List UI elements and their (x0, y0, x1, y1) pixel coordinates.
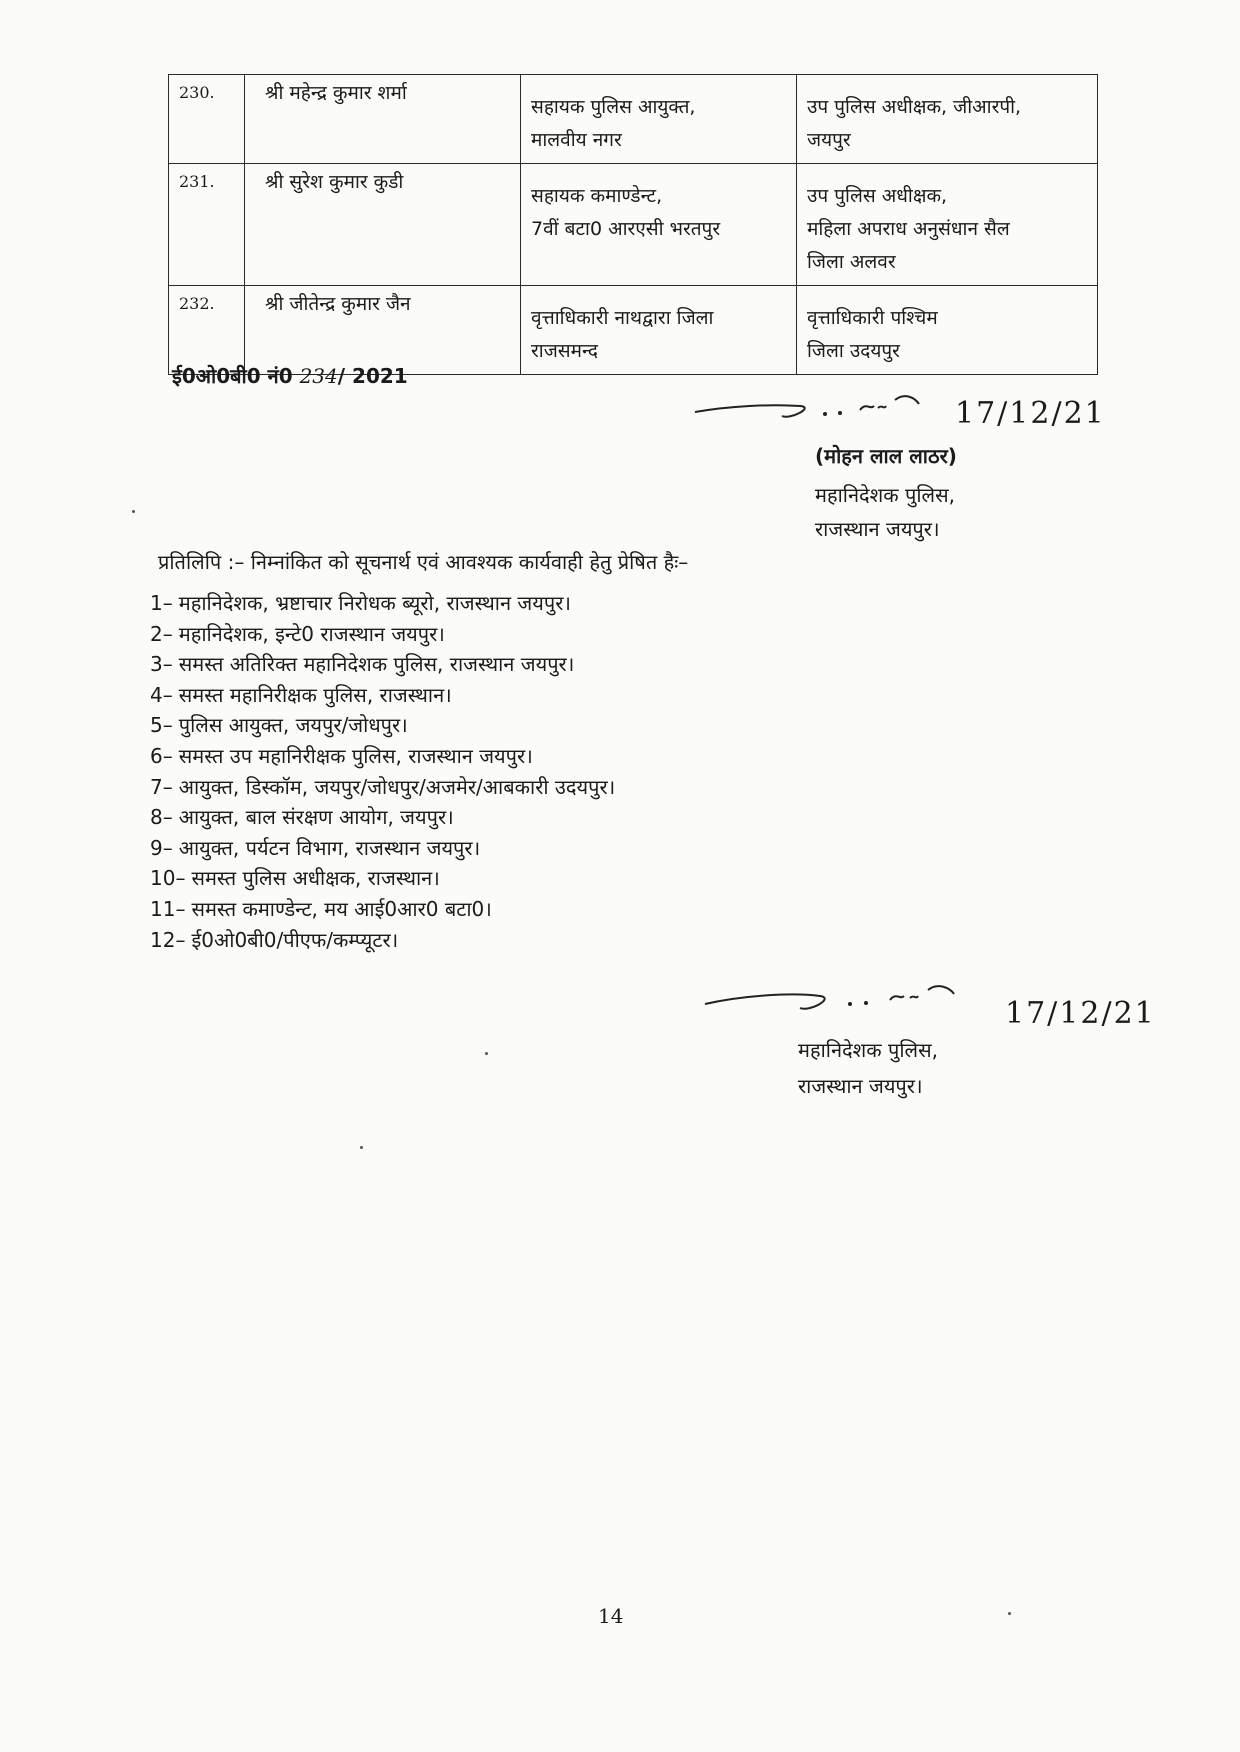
signature-date: 17/12/21 (955, 396, 1106, 431)
list-item (150, 588, 615, 619)
item-number: 12– (150, 927, 186, 952)
officer-name: श्री महेन्द्र कुमार शर्मा (245, 75, 521, 164)
item-text: समस्त महानिरीक्षक पुलिस, राजस्थान। (178, 682, 452, 707)
designation-line: महानिदेशक पुलिस, (815, 483, 955, 507)
current-posting-line: मालवीय नगर (531, 129, 622, 151)
list-item (150, 741, 615, 772)
scan-speck (1008, 1612, 1011, 1615)
new-posting-line: महिला अपराध अनुसंधान सैल (807, 218, 1010, 240)
item-number: 11– (150, 896, 186, 921)
new-posting-line: जिला उदयपुर (807, 340, 900, 362)
current-posting-line: सहायक कमाण्डेन्ट, (531, 185, 663, 207)
list-item (150, 680, 615, 711)
list-item (150, 802, 615, 833)
current-posting-line: राजसमन्द (531, 340, 598, 362)
item-number: 5– (150, 713, 173, 738)
serial-number: 232. (169, 286, 245, 375)
transfer-table (168, 74, 1098, 375)
item-text: महानिदेशक, इन्टे0 राजस्थान जयपुर। (178, 621, 445, 646)
item-number: 7– (150, 774, 173, 799)
signatory-designation (798, 1032, 938, 1104)
item-text: समस्त अतिरिक्त महानिदेशक पुलिस, राजस्थान जयपुर। (178, 652, 575, 677)
new-posting-line: जयपुर (807, 129, 851, 151)
item-number: 2– (150, 621, 173, 646)
scan-speck (132, 510, 135, 513)
signatory-name: (मोहन लाल लाठर) (815, 444, 957, 468)
current-posting-line: 7वीं बटा0 आरएसी भरतपुर (531, 218, 721, 240)
current-posting-line: सहायक पुलिस आयुक्त, (531, 96, 696, 118)
designation-line: राजस्थान जयपुर। (798, 1074, 923, 1098)
order-number (172, 362, 408, 389)
item-text: समस्त पुलिस अधीक्षक, राजस्थान। (191, 866, 440, 891)
table-row (169, 75, 1098, 164)
officer-name: श्री जीतेन्द्र कुमार जैन (245, 286, 521, 375)
list-item (150, 925, 615, 956)
new-posting (797, 75, 1098, 164)
list-item (150, 649, 615, 680)
item-text: आयुक्त, डिस्कॉम, जयपुर/जोधपुर/अजमेर/आबकारी उदयपुर। (178, 774, 616, 799)
item-text: समस्त उप महानिरीक्षक पुलिस, राजस्थान जयपुर। (178, 743, 533, 768)
current-posting (521, 164, 797, 286)
new-posting (797, 286, 1098, 375)
copy-to-list (150, 588, 615, 955)
signature-mark (690, 392, 950, 442)
item-number: 4– (150, 682, 173, 707)
serial-number: 231. (169, 164, 245, 286)
item-text: समस्त कमाण्डेन्ट, मय आई0आर0 बटा0। (191, 896, 492, 921)
order-year: / 2021 (337, 364, 408, 388)
page-number: 14 (598, 1604, 624, 1628)
item-number: 10– (150, 866, 186, 891)
item-text: आयुक्त, पर्यटन विभाग, राजस्थान जयपुर। (178, 835, 481, 860)
new-posting-line: उप पुलिस अधीक्षक, (807, 185, 948, 207)
table-row (169, 164, 1098, 286)
item-number: 6– (150, 743, 173, 768)
list-item (150, 894, 615, 925)
current-posting (521, 286, 797, 375)
item-text: पुलिस आयुक्त, जयपुर/जोधपुर। (178, 713, 408, 738)
serial-number: 230. (169, 75, 245, 164)
current-posting (521, 75, 797, 164)
order-prefix: ई0ओ0बी0 नं0 (172, 364, 293, 388)
list-item (150, 863, 615, 894)
list-item (150, 833, 615, 864)
order-handwritten-number: 234 (299, 364, 338, 388)
item-number: 3– (150, 652, 173, 677)
scan-speck (360, 1146, 363, 1149)
scan-speck (485, 1052, 488, 1055)
signature-date: 17/12/21 (1005, 996, 1156, 1031)
new-posting-line: उप पुलिस अधीक्षक, जीआरपी, (807, 96, 1022, 118)
signature-mark (700, 982, 1000, 1032)
officer-name: श्री सुरेश कुमार कुडी (245, 164, 521, 286)
item-text: आयुक्त, बाल संरक्षण आयोग, जयपुर। (178, 805, 454, 830)
item-text: ई0ओ0बी0/पीएफ/कम्प्यूटर। (191, 927, 399, 952)
item-number: 8– (150, 805, 173, 830)
new-posting-line: वृत्ताधिकारी पश्चिम (807, 307, 938, 329)
list-item (150, 772, 615, 803)
new-posting (797, 164, 1098, 286)
new-posting-line: जिला अलवर (807, 251, 896, 273)
item-number: 9– (150, 835, 173, 860)
list-item (150, 619, 615, 650)
designation-line: महानिदेशक पुलिस, (798, 1038, 938, 1062)
copy-to-intro: प्रतिलिपि :– निम्नांकित को सूचनार्थ एवं आवश्यक कार्यवाही हेतु प्रेषित हैः– (158, 550, 689, 574)
current-posting-line: वृत्ताधिकारी नाथद्वारा जिला (531, 307, 714, 329)
item-number: 1– (150, 591, 173, 615)
designation-line: राजस्थान जयपुर। (815, 517, 940, 541)
item-text: महानिदेशक, भ्रष्टाचार निरोधक ब्यूरो, राजस्थान जयपुर। (178, 591, 571, 615)
list-item (150, 710, 615, 741)
signatory-designation (815, 478, 955, 546)
